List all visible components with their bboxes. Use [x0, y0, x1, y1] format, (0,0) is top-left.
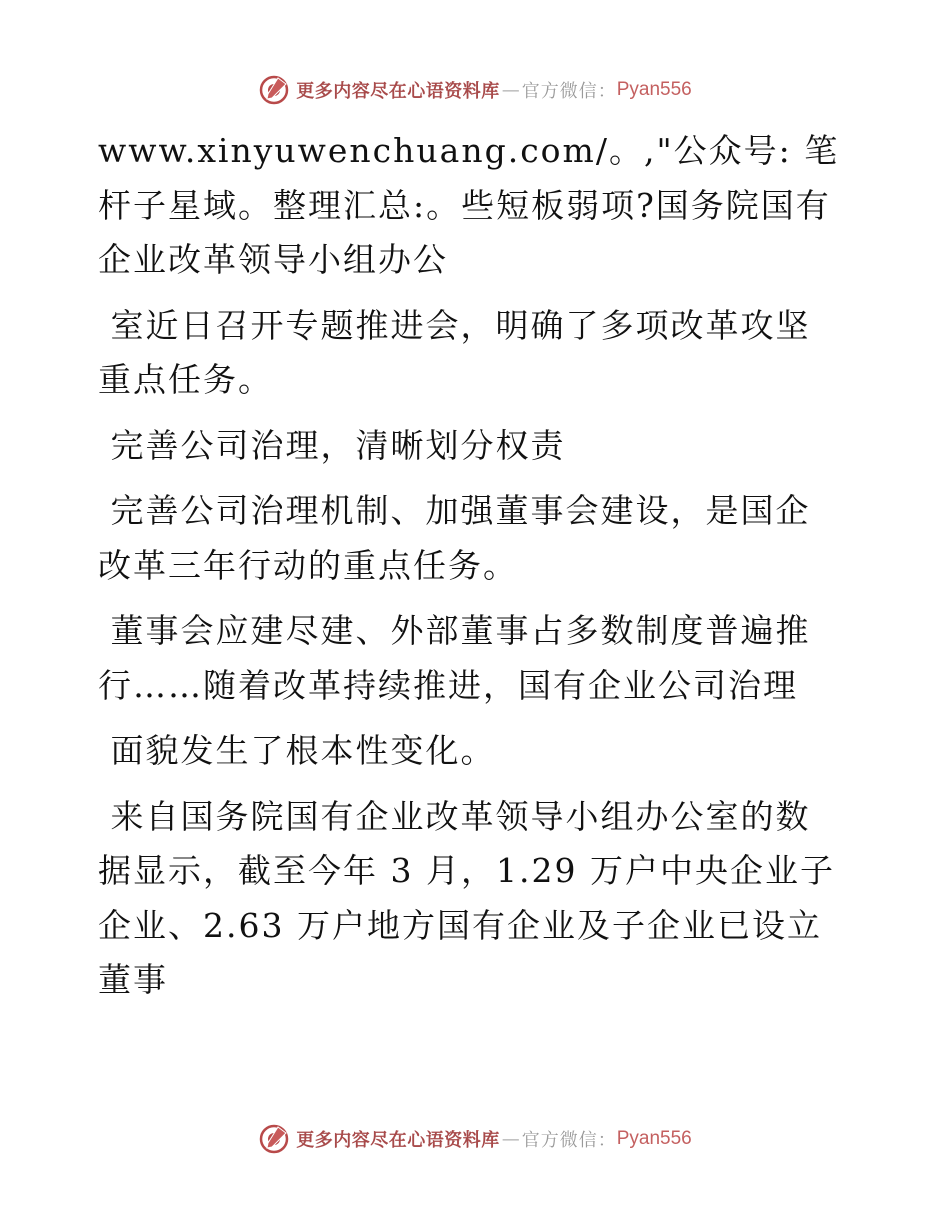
footer-brand: 更多内容尽在心语资料库: [296, 1130, 500, 1151]
header-separator: —: [501, 79, 520, 101]
pen-logo-icon: [258, 1123, 290, 1155]
paragraph-7: 来自国务院国有企业改革领导小组办公室的数据显示，截至今年 3 月，1.29 万户中央企业子企业、2.63 万户地方国有企业及子企业已设立董事: [98, 796, 835, 999]
header-wechat-account: Pyan556: [616, 79, 692, 100]
header-banner: [0, 70, 950, 110]
document-body: [98, 124, 843, 1019]
footer-banner: [0, 1119, 950, 1159]
header-brand: 更多内容尽在心语资料库: [296, 81, 500, 102]
pen-logo-icon: [258, 74, 290, 106]
header-wechat-label: 官方微信：: [521, 81, 617, 102]
footer-separator: —: [501, 1128, 520, 1150]
paragraph-3: 完善公司治理，清晰划分权责: [98, 425, 566, 465]
paragraph-1: www.xinyuwenchuang.com/。,"公众号: 笔杆子星域。整理汇总:。些短板弱项?国务院国有企业改革领导小组办公: [98, 131, 840, 279]
paragraph-6: 面貌发生了根本性变化。: [98, 731, 496, 770]
paragraph-4: 完善公司治理机制、加强董事会建设，是国企改革三年行动的重点任务。: [98, 491, 811, 585]
paragraph-5: 董事会应建尽建、外部董事占多数制度普遍推行……随着改革持续推进，国有企业公司治理: [98, 611, 811, 705]
paragraph-2: 室近日召开专题推进会，明确了多项改革攻坚重点任务。: [98, 305, 811, 399]
footer-wechat-account: Pyan556: [616, 1128, 692, 1149]
footer-wechat-label: 官方微信：: [521, 1130, 617, 1151]
